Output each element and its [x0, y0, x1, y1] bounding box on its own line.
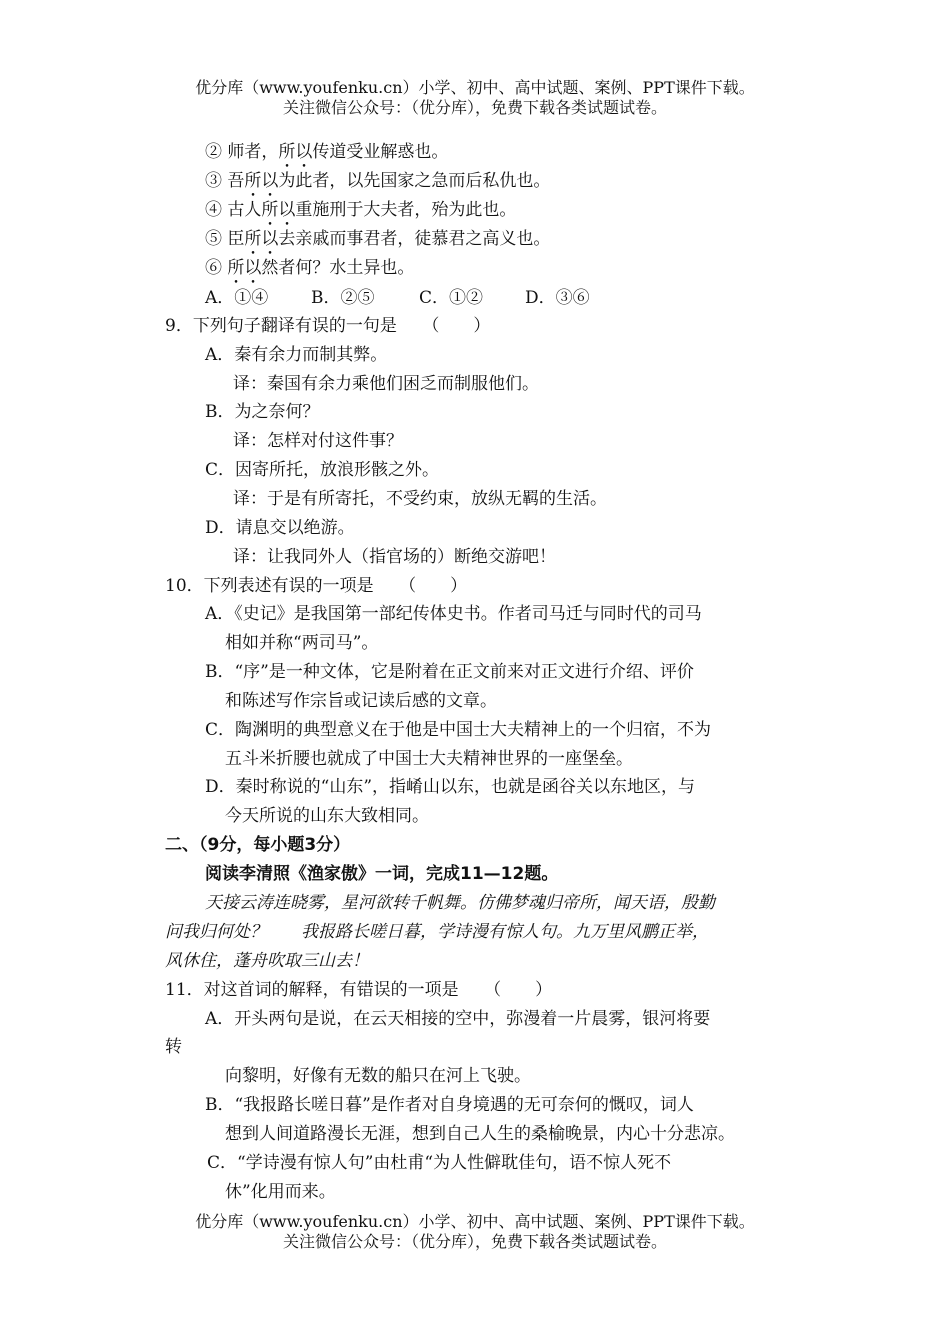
q10-option-a-cont: 相如并称“两司马”。 — [225, 633, 379, 653]
q8-item-4: ④ 古人所以重施刑于大夫者，殆为此也。 — [205, 200, 517, 220]
q9-option-a-translation: 译：秦国有余力乘他们困乏而制服他们。 — [233, 374, 539, 394]
section-2-intro: 阅读李清照《渔家傲》一词，完成11—12题。 — [205, 864, 559, 884]
q9-stem: 9．下列句子翻译有误的一句是 （ ） — [165, 316, 491, 336]
q11-option-c: C．“学诗漫有惊人句”由杜甫“为人性僻耽佳句，语不惊人死不 — [207, 1153, 672, 1173]
header-line-2: 关注微信公众号：（优分库），免费下载各类试题试卷。 — [282, 98, 667, 117]
footer-line-1: 优分库（www.youfenku.cn）小学、初中、高中试题、案例、PPT课件下载。 — [195, 1212, 755, 1231]
q9-option-b-translation: 译：怎样对付这件事？ — [233, 431, 403, 451]
q9-option-c-translation: 译：于是有所寄托，不受约束，放纵无羁的生活。 — [233, 489, 607, 509]
q11-option-a-cont: 向黎明，好像有无数的船只在河上飞驶。 — [225, 1066, 531, 1086]
q10-option-d-cont: 今天所说的山东大致相同。 — [225, 806, 429, 826]
section-2-title: 二、（9分，每小题3分） — [165, 835, 351, 855]
q8-item-6: ⑥ 所以然者何？水土异也。 — [205, 258, 415, 278]
q8-options — [205, 287, 590, 309]
q9-option-b: B．为之奈何？ — [205, 402, 320, 422]
q10-option-b: B．“序”是一种文体，它是附着在正文前来对正文进行介绍、评价 — [205, 662, 694, 682]
q11-option-b-cont: 想到人间道路漫长无涯，想到自己人生的桑榆晚景，内心十分悲凉。 — [225, 1124, 735, 1144]
q8-item-5: ⑤ 臣所以去亲戚而事君者，徒慕君之高义也。 — [205, 229, 551, 249]
page-footer — [0, 1212, 950, 1252]
q10-option-a: A．《史记》是我国第一部纪传体史书。作者司马迁与同时代的司马 — [205, 604, 702, 624]
q8-option-a: A．①④ — [205, 288, 269, 308]
page-header — [0, 78, 950, 118]
q10-option-c: C．陶渊明的典型意义在于他是中国士大夫精神上的一个归宿，不为 — [205, 720, 712, 740]
poem-line-3: 风休住，蓬舟吹取三山去！ — [165, 951, 369, 971]
q10-option-d: D．秦时称说的“山东”，指崤山以东，也就是函谷关以东地区，与 — [205, 777, 696, 797]
poem-line-1: 天接云涛连晓雾，星河欲转千帆舞。仿佛梦魂归帝所，闻天语，殷勤 — [205, 893, 715, 913]
q8-item-3: ③ 吾所以为此者，以先国家之急而后私仇也。 — [205, 171, 551, 191]
q10-option-b-cont: 和陈述写作宗旨或记读后感的文章。 — [225, 691, 497, 711]
footer-line-2: 关注微信公众号：（优分库），免费下载各类试题试卷。 — [282, 1232, 667, 1251]
q8-option-d: D．③⑥ — [525, 288, 590, 308]
q9-option-d-translation: 译：让我同外人（指官场的）断绝交游吧！ — [233, 547, 556, 567]
q8-option-c: C．①② — [419, 288, 484, 308]
q10-stem: 10．下列表述有误的一项是 （ ） — [165, 576, 468, 596]
q11-option-c-cont: 休”化用而来。 — [225, 1182, 336, 1202]
header-line-1: 优分库（www.youfenku.cn）小学、初中、高中试题、案例、PPT课件下载。 — [195, 78, 755, 97]
q11-option-b: B．“我报路长嗟日暮”是作者对自身境遇的无可奈何的慨叹，词人 — [205, 1095, 694, 1115]
poem-line-2: 问我归何处？ 我报路长嗟日暮，学诗漫有惊人句。九万里风鹏正举， — [165, 922, 709, 942]
q9-option-c: C．因寄所托，放浪形骸之外。 — [205, 460, 440, 480]
q11-stem: 11．对这首词的解释，有错误的一项是 （ ） — [165, 980, 553, 1000]
q9-option-d: D．请息交以绝游。 — [205, 518, 355, 538]
q9-option-a: A．秦有余力而制其弊。 — [205, 345, 388, 365]
q8-item-2: ② 师者，所以传道受业解惑也。 — [205, 142, 449, 162]
q8-option-b: B．②⑤ — [311, 288, 375, 308]
q11-option-a-wrap: 转 — [165, 1037, 182, 1057]
q11-option-a: A．开头两句是说，在云天相接的空中，弥漫着一片晨雾，银河将要 — [205, 1009, 711, 1029]
q10-option-c-cont: 五斗米折腰也就成了中国士大夫精神世界的一座堡垒。 — [225, 749, 633, 769]
